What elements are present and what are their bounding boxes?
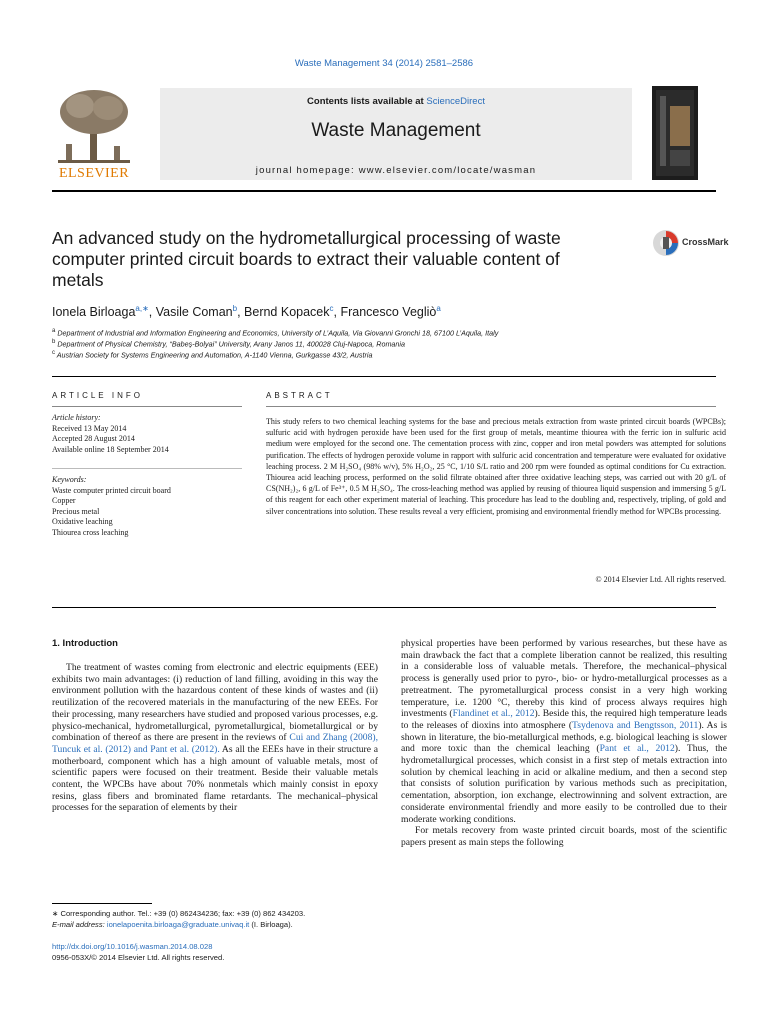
paragraph xyxy=(52,662,378,814)
affiliation xyxy=(52,328,498,337)
contents-prefix: Contents lists available at xyxy=(307,96,424,107)
affiliation-text: Department of Physical Chemistry, “Babeș-Bolyai” University, Arany Janos 11, 400028 Cluj-Napoca, Romania xyxy=(57,339,406,349)
article-history xyxy=(52,413,242,455)
keyword: Oxidative leaching xyxy=(52,517,113,526)
citation-link[interactable]: Pant et al., 2012 xyxy=(599,743,675,755)
paragraph-text: ). Thus, the hydrometallurgical processes, which consist in a first step of metals extraction into solution by chemical leaching in acid or alkaline medium, and then a second step that consists of solution purification by various methods such as precipitation, cementation, absorption, ion exchange, electrowinning and solvent extraction, are considerate environmental friendly and more easily to be controlled due to their moderate working conditions. xyxy=(401,743,727,825)
author-separator: , xyxy=(333,305,341,320)
email-line xyxy=(52,919,382,930)
footnote xyxy=(52,908,382,930)
keyword: Waste computer printed circuit board xyxy=(52,485,171,495)
article-info-heading: ARTICLE INFO xyxy=(52,391,143,400)
journal-homepage[interactable]: journal homepage: www.elsevier.com/locate/wasman xyxy=(255,165,537,176)
header-divider xyxy=(52,190,716,192)
citation-link[interactable]: Tsydenova and Bengtsson, 2011 xyxy=(572,719,699,731)
author-name: Vasile Coman xyxy=(155,305,233,320)
author-affil-mark[interactable]: a xyxy=(436,304,441,313)
body-column-right xyxy=(401,638,727,849)
affiliation-mark: c xyxy=(52,350,55,356)
affiliation-mark: a xyxy=(52,328,56,334)
publisher-name: ELSEVIER xyxy=(58,166,130,181)
affiliation-text: Austrian Society for Systems Engineering and Automation, A-1140 Vienna, Gurkgasse 43/2, Austria xyxy=(56,350,373,360)
paragraph-text: As all the EEEs have in their structure a motherboard, component which has a high amount of valuable metals, most of scientific papers were focused on their treatment. Beside their valuable metals content, the WPCBs have about 70% nonmetals which mainly consist in epoxy resins, glass fibers and brominated flame retardants. The mechanical–physical processes for the separation of elements by their xyxy=(52,743,378,814)
email-link[interactable]: ionelapoenita.birloaga@graduate.univaq.it xyxy=(106,920,250,929)
divider xyxy=(52,406,242,407)
history-item: Received 13 May 2014 xyxy=(52,423,127,433)
crossmark-badge[interactable] xyxy=(652,229,732,259)
elsevier-logo xyxy=(52,86,136,182)
abstract-body: This study refers to two chemical leaching systems for the base and precious metals extraction from waste printed circuit boards (WPCBs); sulfuric acid with hydrogen peroxide have been used for the first group of metals, meantime thiourea with the ferric ion in sulfuric acid medium were employed for the second one. The cementation process with zinc, copper and iron metal powders was attempted for solutions purification. The effects of hydrogen peroxide volume in rapport with sulfuric acid concentration and temperature were evaluated for oxidative leaching process. 2 M H₂SO₄ (98% w/v), 5% H₂O₂, 25 °C, 1/10 S/L ratio and 200 rpm were founded as optimal conditions for Cu extraction. Thiourea acid leaching process, performed on the solid filtrate obtained after three oxidative leaching steps, was carried out with 20 g/L of CS(NH₂)₂, 6 g/L of Fe³⁺, 0.5 M H₂SO₄. The cross-leaching method was applied by reusing of thiourea liquid suspension and immersing 5 g/L of this reagent for each other experiment material of leaching. This procedure has lead to the doubling and, respectively, tripling, of gold and silver concentrations into solution. These results reveal a very efficient, promising and environmental friendly method for WPCBs processing. xyxy=(266,417,726,516)
paragraph: For metals recovery from waste printed circuit boards, most of the scientific papers present as main steps the following xyxy=(401,825,727,848)
affiliation xyxy=(52,350,373,359)
crossmark-label: CrossMark xyxy=(682,237,729,247)
divider xyxy=(52,468,242,469)
abstract-copyright: © 2014 Elsevier Ltd. All rights reserved. xyxy=(595,575,726,584)
abstract-heading: ABSTRACT xyxy=(266,391,333,400)
author-name: Francesco Vegliò xyxy=(340,305,437,320)
paragraph-text: The treatment of wastes coming from electronic and electric equipments (EEE) exhibits two main advantages: (i) reduction of land filling, avoiding in this way the environment pollution with the hazardous content of these kinds of wastes and (ii) reutilization of the recovered materials in the manufacturing of the new EEEs. For their processing, many researchers have studied and proposed various processes, e.g. physico-mechanical, hydrometallurgical, pyrometallurgical, biometallurgical or by combination of thereof as there are present in the reviews of xyxy=(52,662,378,744)
crossmark-icon xyxy=(652,229,680,257)
journal-cover-thumbnail xyxy=(652,86,698,180)
divider xyxy=(52,376,716,377)
paper-title: An advanced study on the hydrometallurgical processing of waste computer printed circuit boards to extract their valuable content of metals xyxy=(52,228,561,290)
keyword: Thiourea cross leaching xyxy=(52,527,129,537)
journal-title: Waste Management xyxy=(311,120,481,141)
affiliation-mark: b xyxy=(52,339,56,345)
paragraph-text: physical properties have been performed by various researches, but these have as main drawback the fact that a complete liberation cannot be realized, this resulting in a considerable loss of valuable metals. Therefore, the mechanical–physical process is generally used prior to pyro-, bio- or hydro-metallurgical processes as a pretreatment. The pyrometallurgical process consist in a very high working temperature, i.e. 1200 °C, thereby this kind of process always requires high investments ( xyxy=(401,638,727,720)
affiliation-text: Department of Industrial and Information Engineering and Economics, University of L’Aquila, Via Giovanni Gronchi 18, 67100 L’Aquila, Italy xyxy=(57,328,499,338)
contents-line xyxy=(160,96,632,107)
keywords-label: Keywords: xyxy=(52,475,87,484)
history-item: Accepted 28 August 2014 xyxy=(52,434,135,443)
citation-link[interactable]: Flandinet et al., 2012 xyxy=(452,708,535,720)
tree-icon xyxy=(52,86,136,166)
keyword: Copper xyxy=(52,496,76,505)
email-suffix: (I. Birloaga). xyxy=(251,920,293,929)
email-label: E-mail address: xyxy=(52,920,105,929)
journal-reference[interactable]: Waste Management 34 (2014) 2581–2586 xyxy=(294,58,474,69)
paragraph xyxy=(401,638,727,825)
sciencedirect-link[interactable]: ScienceDirect xyxy=(426,96,485,107)
cover-image-icon xyxy=(652,86,698,180)
author-separator: , xyxy=(237,305,245,320)
affiliation xyxy=(52,339,405,348)
author-separator: , xyxy=(148,305,156,320)
author-name: Bernd Kopacek xyxy=(244,305,330,320)
corresponding-author: ∗ Corresponding author. Tel.: +39 (0) 862434236; fax: +39 (0) 862 434203. xyxy=(52,909,306,918)
body-column-left xyxy=(52,662,378,814)
author-affil-mark[interactable]: c xyxy=(329,304,334,313)
citation-link[interactable]: Tuncuk et al. (2012) and Pant et al. (2012). xyxy=(52,743,220,755)
divider xyxy=(266,406,716,407)
paragraph-text: ). Beside this, the required high temperature leads to the releases of dioxins into atmosphere ( xyxy=(401,708,727,731)
author-name: Ionela Birloaga xyxy=(52,305,136,320)
divider xyxy=(52,607,716,608)
keywords xyxy=(52,475,242,538)
article-history-label: Article history: xyxy=(52,413,101,422)
author-affil-mark[interactable]: b xyxy=(232,304,238,313)
author-affil-mark[interactable]: a,∗ xyxy=(135,304,149,313)
keyword: Precious metal xyxy=(52,506,100,516)
section-heading-introduction: 1. Introduction xyxy=(52,638,118,649)
author-list xyxy=(52,304,441,319)
footnote-divider xyxy=(52,903,152,904)
history-item: Available online 18 September 2014 xyxy=(52,444,169,454)
citation-link[interactable]: Cui and Zhang (2008), xyxy=(289,732,378,744)
issn-line: 0956-053X/© 2014 Elsevier Ltd. All rights reserved. xyxy=(52,953,225,962)
paragraph-text: ). As is shown in literature, the bio-metallurgical methods, e.g. biological leaching is slower and more toxic than the chemical leaching ( xyxy=(401,719,727,755)
doi-link[interactable]: http://dx.doi.org/10.1016/j.wasman.2014.08.028 xyxy=(52,942,213,951)
